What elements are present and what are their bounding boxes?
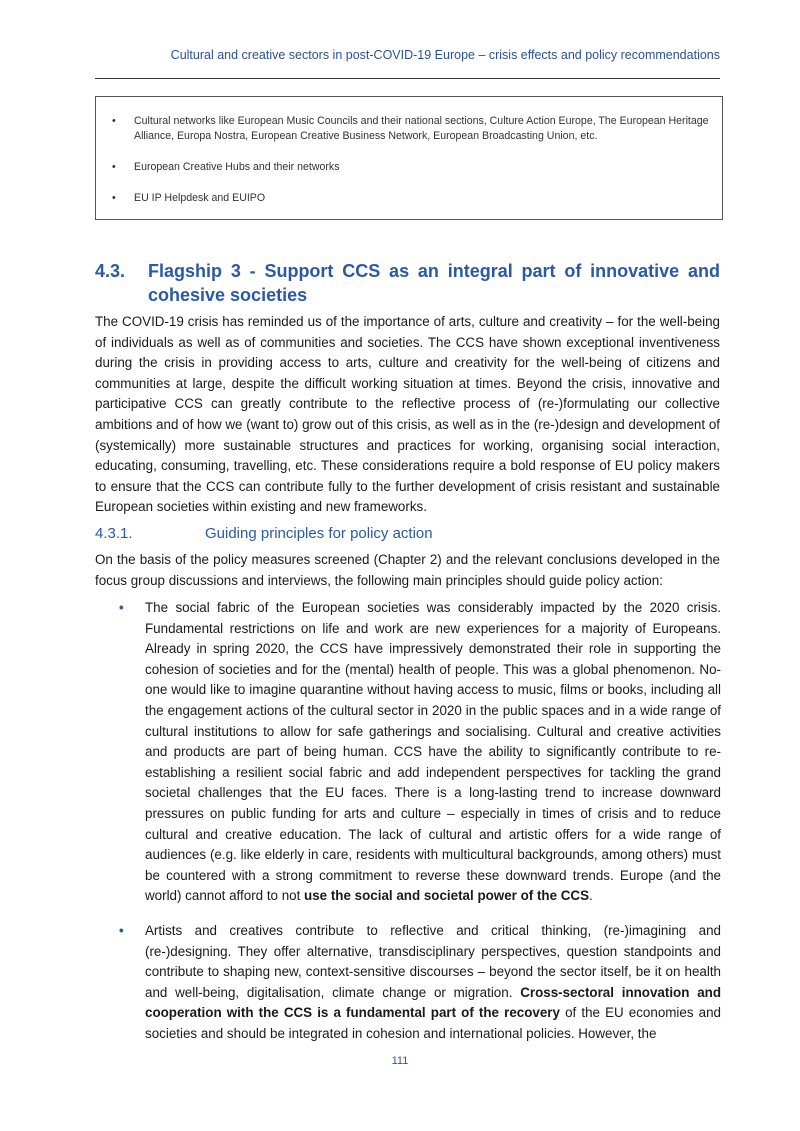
subsection-number: 4.3.1. [95,525,133,542]
list-item [112,191,716,206]
bullet-text-end: . [589,888,593,904]
subsection-intro: On the basis of the policy measures screened (Chapter 2) and the relevant conclusions developed in the focus group discussions and interviews, the following main principles should guide policy action: [95,552,720,588]
subsection-title: Guiding principles for policy action [205,525,433,542]
header-divider [95,78,720,79]
bullet-text: The social fabric of the European societies was considerably impacted by the 2020 crisis. Fundamental restrictions on life and work are new experiences for a majority of Europeans. Already in spring 2020, the CCS have impressively demonstrated their role in supporting the cohesion of societies and for the (mental) health of people. This was a global phenomenon. No-one would like to imagine quarantine without having access to music, films or books, including all the engagement actions of the cultural sector in 2020 in the public spaces and in a wide range of cultural institutions to allow for safe gatherings and socialising. Cultural and creative activities and products are part of being human. CCS have the ability to significantly contribute to re-establishing a resilient social fabric and add independent perspectives for tackling the grand societal challenges that the EU faces. There is a long-lasting trend to increase downward pressures on public funding for arts and culture – especially in times of crisis and to reduce cultural and creative education. The lack of cultural and artistic offers for a wide range of audiences (e.g. like elderly in care, residents with multicultural backgrounds, among others) must be countered with a strong commitment to reverse these downward trends. Europe (and the world) cannot afford to not [145,600,721,904]
running-header: Cultural and creative sectors in post-COVID-19 Europe – crisis effects and policy recommendations [170,48,720,62]
section-title: Flagship 3 - Support CCS as an integral part of innovative and cohesive societies [148,261,720,305]
section-paragraph: The COVID-19 crisis has reminded us of the importance of arts, culture and creativity – for the well-being of individuals as well as of communities and societies. The CCS have shown exceptional inventiveness during the crisis in providing access to arts, culture and creativity for the well-being of citizens and communities at large, despite the difficult working situation at times. Beyond the crisis, innovative and participative CCS can greatly contribute to the reflective process of (re-)formulating our collective ambitions and of how we (want to) grow out of this crisis, as well as in the (re-)design and development of (systemically) more sustainable structures and practices for working, organising social interaction, educating, consuming, travelling, etc. These considerations require a bold response of EU policy makers to ensure that the CCS can contribute fully to the further development of crisis resistant and sustainable European societies within existing and new frameworks. [95,314,720,515]
bullet-icon: • [112,161,116,173]
bullet-text-end: of the EU economies and societies and should be integrated in cohesion and international policies. However, the [145,1005,721,1041]
list-item-text: Cultural networks like European Music Councils and their national sections, Culture Action Europe, The European Heritage Alliance, Europa Nostra, European Creative Business Network, European Broadcasting Union, etc. [134,115,709,142]
stakeholder-box [95,96,723,220]
bullet-icon: • [119,600,124,615]
bullet-emphasis: use the social and societal power of the CCS [304,888,590,904]
list-item [112,114,716,144]
bullet-icon: • [112,115,116,127]
list-item [112,160,716,175]
section-heading [95,259,720,307]
principles-list [119,598,721,1044]
list-item-text: EU IP Helpdesk and EUIPO [134,192,266,204]
bullet-text: Artists and creatives contribute to reflective and critical thinking, (re-)imagining and (re-)designing. They offer alternative, transdisciplinary perspectives, question standpoints and contribute to shaping new, context-sensitive discourses – beyond the sector itself, be it on health and well-being, digitalisation, climate change or migration. [145,922,721,1000]
page-number: 111 [391,1055,409,1067]
list-item [119,598,721,907]
bullet-icon: • [112,192,116,204]
bullet-icon: • [119,922,124,938]
section-number: 4.3. [95,261,126,281]
list-item [119,921,721,1045]
bullet-emphasis: Cross-sectoral innovation and cooperation with the CCS is a fundamental part of the recovery [145,984,721,1021]
list-item-text: European Creative Hubs and their networks [134,161,340,173]
